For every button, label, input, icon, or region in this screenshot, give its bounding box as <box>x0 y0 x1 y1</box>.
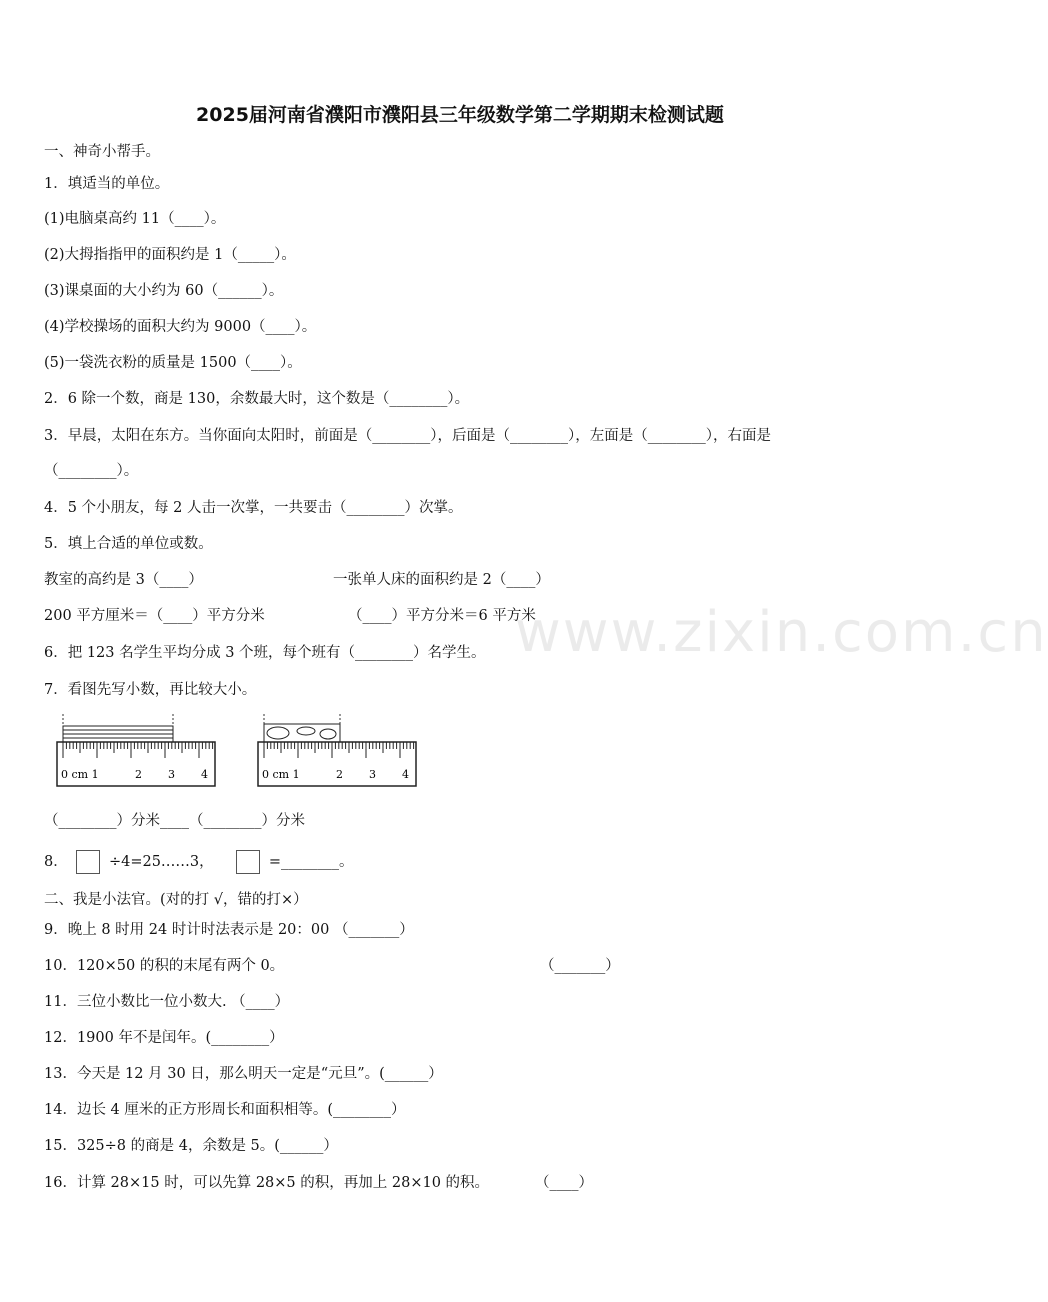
question-line: 3．早晨，太阳在东方。当你面向太阳时，前面是（________），后面是（________），左面是（________），右面是 <box>44 428 771 444</box>
q8-box-2[interactable] <box>236 850 260 874</box>
ruler-2-label-4: 4 <box>402 768 409 781</box>
question-line: 200 平方厘米＝（____）平方分米 <box>44 608 265 624</box>
question-line: 14．边长 4 厘米的正方形周长和面积相等。(________） <box>44 1102 406 1118</box>
watermark: www.zixin.com.cn <box>515 600 1048 665</box>
q5-bed-area: 一张单人床的面积约是 2（____） <box>333 572 550 588</box>
question-line: 11．三位小数比一位小数大. （____） <box>44 994 290 1010</box>
question-line: (2)大拇指指甲的面积约是 1（_____）。 <box>44 247 296 263</box>
question-line: 12．1900 年不是闰年。(________） <box>44 1030 284 1046</box>
question-line: (3)课桌面的大小约为 60（______）。 <box>44 283 284 299</box>
q8-part-b: =________。 <box>268 854 354 870</box>
question-line: 16．计算 28×15 时，可以先算 28×5 的积，再加上 28×10 的积。 <box>44 1175 490 1191</box>
q8-part-a: ÷4=25……3， <box>108 854 214 870</box>
q8-box-1[interactable] <box>76 850 100 874</box>
question-line: 一、神奇小帮手。 <box>44 144 160 160</box>
ruler-1-label-2: 2 <box>135 768 142 781</box>
q16-answer: （____） <box>535 1175 593 1191</box>
ruler-1-label-4: 4 <box>201 768 208 781</box>
question-line: (5)一袋洗衣粉的质量是 1500（____）。 <box>44 355 302 371</box>
question-line: 6．把 123 名学生平均分成 3 个班，每个班有（________）名学生。 <box>44 645 486 661</box>
question-line: 教室的高约是 3（____） <box>44 572 203 588</box>
question-line: 二、我是小法官。(对的打 √，错的打×） <box>44 892 308 908</box>
question-line: （________）分米____（________）分米 <box>44 813 305 829</box>
question-line: 1．填适当的单位。 <box>44 176 170 192</box>
question-line: 5．填上合适的单位或数。 <box>44 536 213 552</box>
question-line: (4)学校操场的面积大约为 9000（____）。 <box>44 319 317 335</box>
question-line: 13．今天是 12 月 30 日，那么明天一定是“元旦”。(______） <box>44 1066 443 1082</box>
q8-number: 8． <box>44 854 68 870</box>
question-line: 10．120×50 的积的末尾有两个 0。 <box>44 958 285 974</box>
ruler-1-label-3: 3 <box>168 768 175 781</box>
q5-square-meter: （____）平方分米＝6 平方米 <box>348 608 536 624</box>
question-line: 7．看图先写小数，再比较大小。 <box>44 682 257 698</box>
ruler-2-label-0: 0 cm 1 <box>262 768 300 781</box>
question-line: 2．6 除一个数，商是 130，余数最大时，这个数是（________）。 <box>44 391 470 407</box>
q10-answer: （_______） <box>540 958 620 974</box>
question-line: 9．晚上 8 时用 24 时计时法表示是 20：00 （_______） <box>44 922 414 938</box>
ruler-1-label-0: 0 cm 1 <box>61 768 99 781</box>
question-line: 15．325÷8 的商是 4，余数是 5。(______） <box>44 1138 338 1154</box>
question-line: 4．5 个小朋友，每 2 人击一次掌，一共要击（________）次掌。 <box>44 500 463 516</box>
ruler-figure-2 <box>256 712 421 790</box>
question-line: （________）。 <box>44 463 139 479</box>
q8-line <box>44 850 354 874</box>
ruler-2-label-2: 2 <box>336 768 343 781</box>
page-title: 2025届河南省濮阳市濮阳县三年级数学第二学期期末检测试题 <box>196 104 724 126</box>
question-line: (1)电脑桌高约 11（____）。 <box>44 211 226 227</box>
ruler-figure-1 <box>55 712 220 790</box>
ruler-2-label-3: 3 <box>369 768 376 781</box>
